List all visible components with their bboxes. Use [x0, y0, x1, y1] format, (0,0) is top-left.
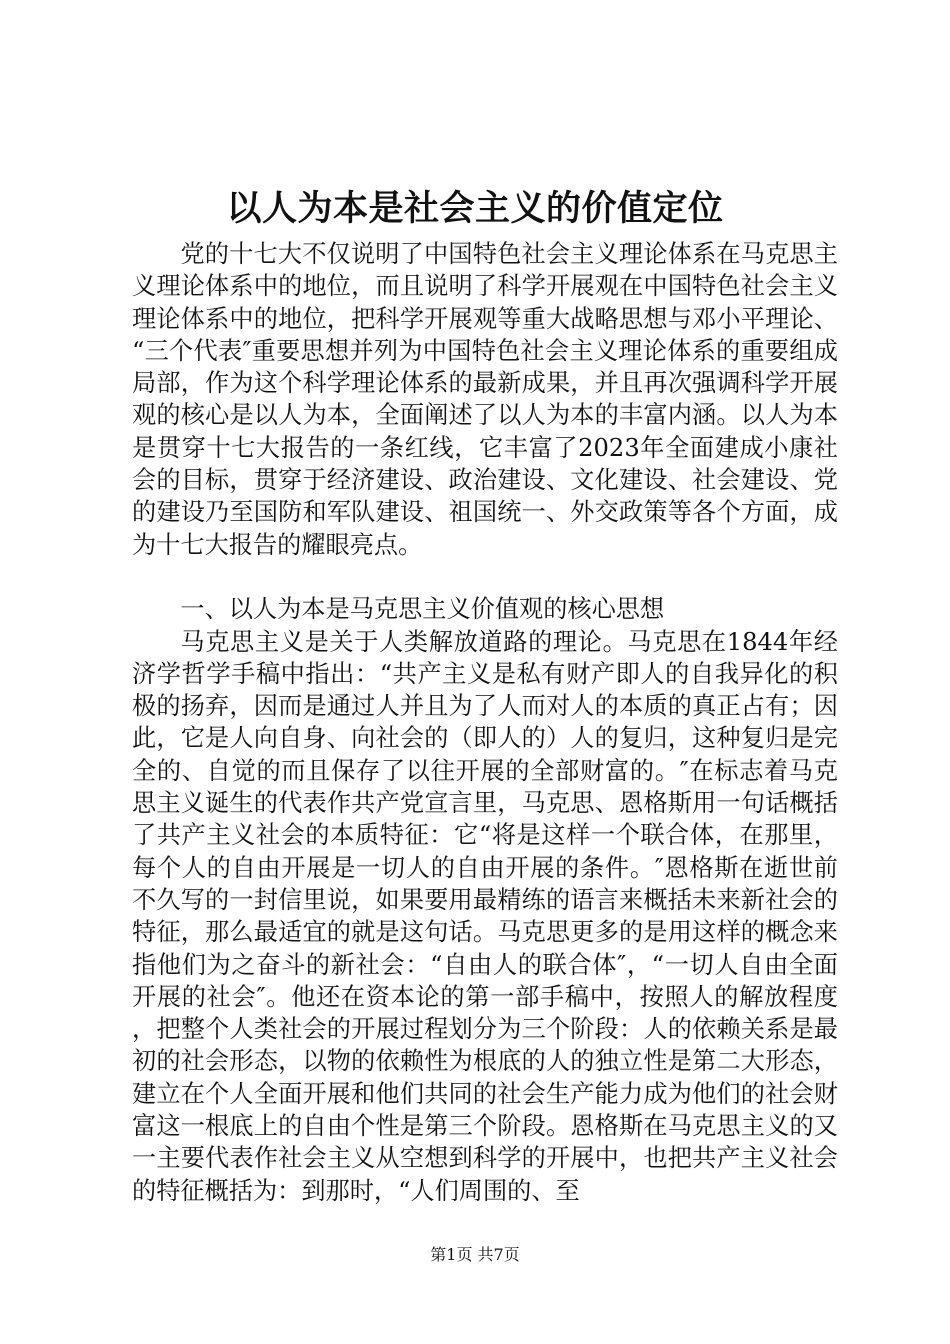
page-number: 第1页 共7页 — [430, 1245, 520, 1264]
document-body — [132, 238, 838, 1207]
page-title: 以人为本是社会主义的价值定位 — [226, 188, 724, 229]
intro-paragraph: 党的十七大不仅说明了中国特色社会主义理论体系在马克思主义理论体系中的地位，而且说明了科学开展观在中国特色社会主义理论体系中的地位，把科学开展观等重大战略思想与邓小平理论、“三个代表″重要思想并列为中国特色社会主义理论体系的重要组成局部，作为这个科学理论体系的最新成果，并且再次强调科学开展观的核心是以人为本，全面阐述了以人为本的丰富内涵。以人为本是贯穿十七大报告的一条红线，它丰富了2023年全面建成小康社会的目标，贯穿于经济建设、政治建设、文化建设、社会建设、党的建设乃至国防和军队建设、祖国统一、外交政策等各个方面，成为十七大报告的耀眼亮点。 — [132, 240, 838, 559]
body-paragraph: 马克思主义是关于人类解放道路的理论。马克思在1844年经济学哲学手稿中指出：“共产主义是私有财产即人的自我异化的积极的扬弃，因而是通过人并且为了人而对人的本质的真正占有；因此，它是人向自身、向社会的（即人的）人的复归，这种复归是完全的、自觉的而且保存了以往开展的全部财富的。″在标志着马克思主义诞生的代表作共产党宣言里，马克思、恩格斯用一句话概括了共产主义社会的本质特征：它“将是这样一个联合体，在那里，每个人的自由开展是一切人的自由开展的条件。″恩格斯在逝世前不久写的一封信里说，如果要用最精练的语言来概括未来新社会的特征，那么最适宜的就是这句话。马克思更多的是用这样的概念来指他们为之奋斗的新社会：“自由人的联合体″，“一切人自由全面开展的社会″。他还在资本论的第一部手稿中，按照人的解放程度，把整个人类社会的开展过程划分为三个阶段：人的依赖关系是最初的社会形态，以物的依赖性为根底的人的独立性是第二大形态，建立在个人全面开展和他们共同的社会生产能力成为他们的社会财富这一根底上的自由个性是第三个阶段。恩格斯在马克思主义的又一主要代表作社会主义从空想到科学的开展中，也把共产主义社会的特征概括为：到那时，“人们周围的、至 — [132, 627, 838, 1205]
section-heading: 一、以人为本是马克思主义价值观的核心思想 — [180, 595, 665, 624]
